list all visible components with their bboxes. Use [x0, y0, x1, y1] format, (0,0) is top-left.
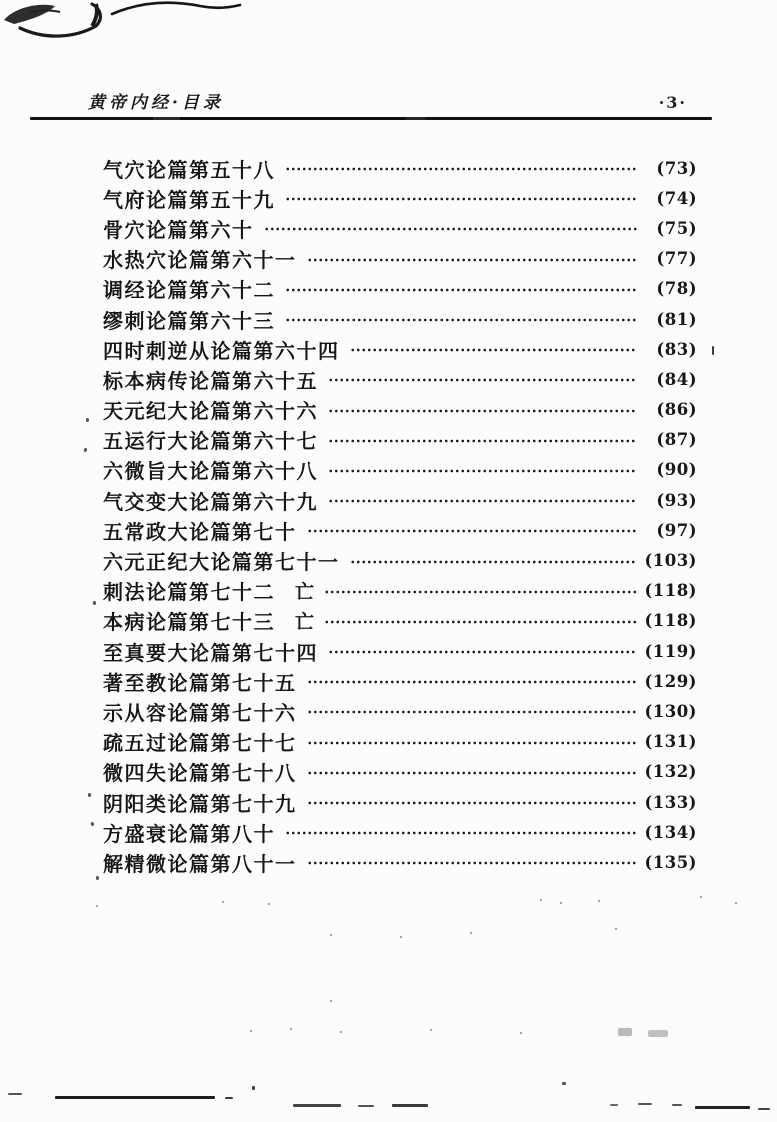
page-number-indicator: ·3·	[658, 93, 687, 112]
bottom-line-segment	[55, 1096, 215, 1099]
chapter-title: 缪刺论篇第六十三	[103, 308, 275, 333]
dot-leader	[307, 250, 638, 270]
chapter-title: 阴阳类论篇第七十九	[103, 791, 297, 816]
scan-speck	[735, 902, 737, 904]
toc-entry	[103, 213, 697, 243]
lost-note: 亡	[295, 611, 315, 634]
chapter-title: 六元正纪大论篇第七十一	[103, 550, 340, 575]
book-title: 黄帝内经·目录	[88, 93, 224, 113]
chapter-page-number: (118)	[644, 581, 697, 601]
chapter-title: 气穴论篇第五十八	[103, 157, 275, 182]
chapter-title: 本病论篇第七十三	[103, 610, 275, 635]
dot-leader	[285, 280, 637, 300]
toc-entry	[103, 274, 697, 304]
chapter-page-number: (135)	[644, 852, 697, 872]
chapter-page-number: (75)	[656, 218, 697, 238]
scan-speck	[540, 899, 542, 901]
margin-mark	[88, 793, 91, 797]
scan-speck	[250, 1030, 252, 1032]
dot-leader	[328, 370, 637, 390]
bottom-line-segment	[358, 1105, 374, 1107]
dot-leader	[307, 672, 637, 692]
chapter-title: 至真要大论篇第七十四	[103, 640, 318, 665]
toc-entry	[103, 847, 697, 877]
bottom-line-segment	[225, 1097, 233, 1099]
bottom-line-segment	[392, 1104, 428, 1107]
margin-mark	[91, 822, 95, 827]
scan-speck	[520, 1032, 522, 1034]
bottom-line-segment	[695, 1106, 750, 1109]
dot-leader	[307, 702, 637, 722]
chapter-title: 五运行大论篇第六十七	[103, 429, 318, 454]
scan-speck	[400, 936, 402, 938]
chapter-title: 刺法论篇第七十二	[103, 580, 275, 605]
scan-speck	[290, 1028, 292, 1030]
toc-entry	[103, 304, 697, 334]
dot-leader	[324, 612, 636, 632]
dot-leader	[264, 219, 638, 239]
chapter-page-number: (134)	[644, 822, 697, 842]
chapter-title: 方盛衰论篇第八十	[103, 821, 275, 846]
toc-entry	[103, 244, 697, 274]
dot-leader	[285, 189, 637, 209]
toc-entry	[103, 787, 697, 817]
dot-leader	[350, 552, 637, 572]
toc-entry	[103, 576, 697, 606]
bottom-line-segment	[672, 1104, 682, 1106]
chapter-page-number: (73)	[656, 158, 697, 178]
scan-speck	[96, 905, 98, 907]
chapter-title: 标本病传论篇第六十五	[103, 368, 318, 393]
chapter-title: 骨穴论篇第六十	[103, 217, 254, 242]
toc-entry	[103, 545, 697, 575]
chapter-page-number: (93)	[656, 490, 697, 510]
scan-speck	[430, 1029, 432, 1031]
chapter-page-number: (130)	[644, 701, 697, 721]
chapter-page-number: (133)	[644, 792, 697, 812]
chapter-page-number: (103)	[644, 551, 697, 571]
toc-entry	[103, 817, 697, 847]
toc-entry	[103, 757, 697, 787]
chapter-title: 示从容论篇第七十六	[103, 700, 297, 725]
scan-speck	[560, 902, 562, 904]
toc-entry	[103, 183, 697, 213]
scan-speck	[222, 901, 224, 903]
chapter-page-number: (97)	[656, 520, 697, 540]
chapter-title: 解精微论篇第八十一	[103, 851, 297, 876]
chapter-page-number: (86)	[656, 400, 697, 420]
page-header	[88, 88, 715, 113]
scan-speck	[268, 903, 270, 905]
scan-speck	[340, 1031, 342, 1033]
bottom-line-segment	[8, 1093, 22, 1095]
margin-mark	[83, 448, 87, 453]
chapter-title: 四时刺逆从论篇第六十四	[103, 338, 340, 363]
bottom-line-segment	[293, 1104, 341, 1107]
chapter-page-number: (83)	[656, 339, 697, 359]
scan-speck	[330, 1000, 332, 1002]
margin-mark	[86, 418, 89, 422]
scan-speck	[615, 928, 617, 930]
dot-leader	[285, 823, 636, 843]
chapter-page-number: (81)	[656, 309, 697, 329]
toc-entry	[103, 515, 697, 545]
dot-leader	[307, 793, 637, 813]
chapter-page-number: (74)	[656, 188, 697, 208]
toc-entry	[103, 606, 697, 636]
toc-entry	[103, 153, 697, 183]
chapter-page-number: (90)	[656, 460, 697, 480]
chapter-page-number: (118)	[644, 611, 697, 631]
bottom-line-segment	[638, 1103, 652, 1105]
dot-leader	[328, 461, 637, 481]
lost-note: 亡	[295, 581, 315, 604]
bottom-line-segment	[562, 1082, 566, 1085]
toc-entry	[103, 425, 697, 455]
dot-leader	[307, 521, 638, 541]
header-divider	[30, 117, 712, 120]
chapter-page-number: (131)	[644, 732, 697, 752]
margin-mark	[96, 876, 99, 880]
dot-leader	[307, 733, 637, 753]
chapter-title: 水热穴论篇第六十一	[103, 248, 297, 273]
chapter-page-number: (84)	[656, 369, 697, 389]
toc-entry	[103, 334, 697, 364]
chapter-title: 五常政大论篇第七十	[103, 519, 297, 544]
dot-leader	[328, 401, 637, 421]
chapter-page-number: (129)	[644, 671, 697, 691]
toc-entry	[103, 395, 697, 425]
chapter-page-number: (132)	[644, 762, 697, 782]
dot-leader	[307, 853, 637, 873]
chapter-page-number: (87)	[656, 430, 697, 450]
margin-mark	[93, 601, 96, 605]
chapter-title: 六微旨大论篇第六十八	[103, 459, 318, 484]
dot-leader	[285, 310, 637, 330]
dot-leader	[307, 763, 637, 783]
bottom-line-segment	[252, 1086, 255, 1090]
chapter-title: 气交变大论篇第六十九	[103, 489, 318, 514]
toc-entry	[103, 666, 697, 696]
scan-smudge	[648, 1030, 668, 1037]
ink-smudge-artifact	[0, 0, 250, 55]
toc-entry	[103, 696, 697, 726]
chapter-title: 气府论篇第五十九	[103, 187, 275, 212]
chapter-title: 调经论篇第六十二	[103, 278, 275, 303]
scan-smudge	[618, 1028, 632, 1036]
chapter-title: 天元纪大论篇第六十六	[103, 399, 318, 424]
dot-leader	[285, 159, 637, 179]
scan-speck	[700, 896, 702, 898]
bottom-line-segment	[758, 1108, 770, 1110]
scan-speck	[470, 932, 472, 934]
dot-leader	[350, 340, 638, 360]
chapter-title: 微四失论篇第七十八	[103, 761, 297, 786]
chapter-page-number: (77)	[656, 249, 697, 269]
toc-entry	[103, 455, 697, 485]
toc-entry	[103, 364, 697, 394]
dot-leader	[328, 491, 637, 511]
toc-entry	[103, 727, 697, 757]
toc-entry	[103, 485, 697, 515]
scan-speck	[330, 934, 332, 936]
dot-leader	[328, 431, 637, 451]
toc-entry	[103, 636, 697, 666]
chapter-page-number: (78)	[656, 279, 697, 299]
chapter-title: 疏五过论篇第七十七	[103, 731, 297, 756]
bottom-line-segment	[610, 1104, 618, 1106]
chapter-title: 著至教论篇第七十五	[103, 670, 297, 695]
dot-leader	[324, 582, 636, 602]
scan-speck	[598, 900, 600, 902]
toc-list	[103, 153, 697, 878]
margin-tick	[712, 346, 714, 355]
dot-leader	[328, 642, 636, 662]
chapter-page-number: (119)	[644, 641, 697, 661]
